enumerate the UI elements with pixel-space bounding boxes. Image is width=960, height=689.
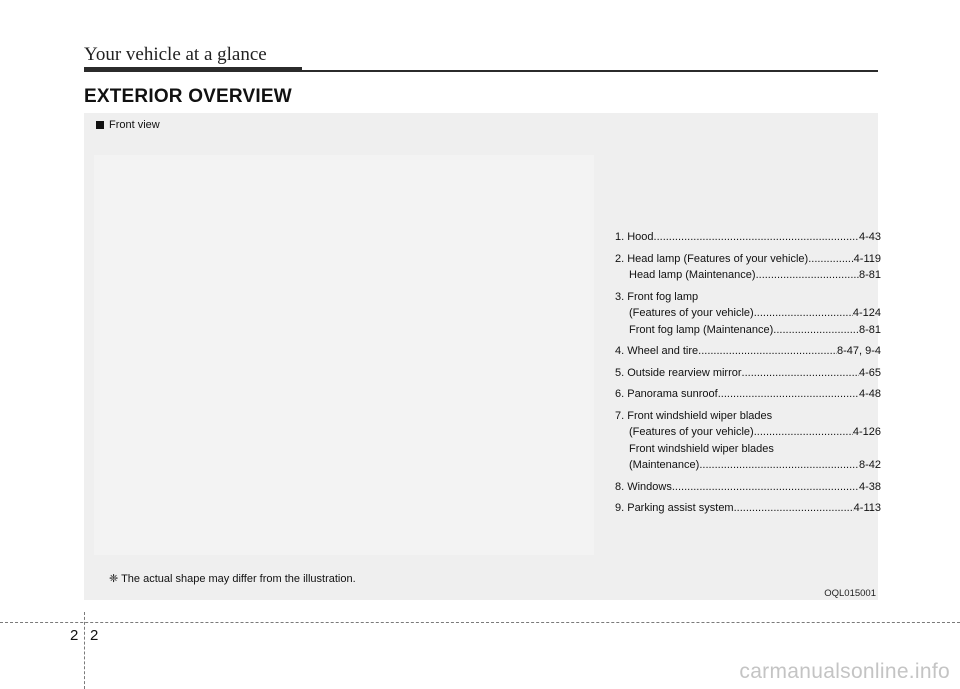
index-entry: 7. Front windshield wiper blades [615,409,773,422]
vehicle-illustration-area [94,155,594,555]
index-entry[interactable]: 4. Wheel and tire ..... 8-47, 9-4 [615,343,881,360]
panel-label-text: Front view [109,119,160,131]
index-entry: Front windshield wiper blades [629,442,774,455]
index-entry: 3. Front fog lamp [615,290,699,303]
index-entry[interactable]: (Features of your vehicle) ..... 4-126 [615,424,881,441]
header-title: Your vehicle at a glance [84,44,267,65]
index-entry[interactable]: 2. Head lamp (Features of your vehicle) ..... 4-119 [615,251,881,268]
exterior-panel [84,113,881,600]
index-entry[interactable]: 8. Windows ..... 4-38 [615,479,881,496]
footer-dashed-vline [84,612,85,689]
index-entry[interactable]: (Maintenance) ..... 8-42 [615,457,881,474]
page-number: 2 [90,627,99,644]
section-title: EXTERIOR OVERVIEW [84,86,292,107]
index-entry[interactable]: 6. Panorama sunroof ..... 4-48 [615,386,881,403]
page-section-number: 2 [70,627,79,644]
index-entry[interactable]: 9. Parking assist system ..... 4-113 [615,500,881,517]
header-rule-thin [302,70,878,72]
illustration-code: OQL015001 [824,588,876,599]
square-bullet-icon [96,121,104,129]
header-rule-thick [84,67,302,72]
component-index [615,229,881,517]
index-entry[interactable]: 1. Hood ..... 4-43 [615,229,881,246]
watermark: carmanualsonline.info [739,660,950,683]
index-entry[interactable]: (Features of your vehicle) ..... 4-124 [615,305,881,322]
index-entry[interactable]: 5. Outside rearview mirror ..... 4-65 [615,365,881,382]
illustration-disclaimer: ❈ The actual shape may differ from the illustration. [109,573,356,585]
panel-label [96,119,160,131]
footer-dashed-line [0,622,960,623]
index-entry[interactable]: Head lamp (Maintenance) ..... 8-81 [615,267,881,284]
index-entry[interactable]: Front fog lamp (Maintenance) ..... 8-81 [615,322,881,339]
